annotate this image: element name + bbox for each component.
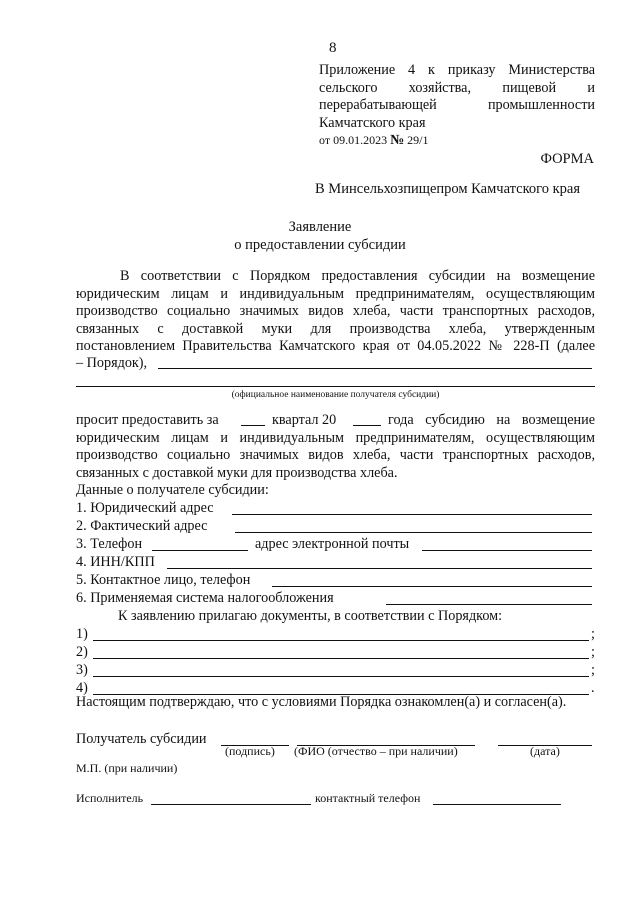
order-date-number: [319, 133, 429, 149]
executor-phone-field[interactable]: [433, 804, 561, 805]
contact-field[interactable]: [272, 586, 592, 587]
attachment-num: 4): [76, 680, 88, 696]
intro-line: юридическим лицам и индивидуальным предпринимателям, осуществляющим: [76, 285, 595, 302]
tax-label: 6. Применяемая система налогообложения: [76, 590, 334, 606]
tax-field[interactable]: [386, 604, 592, 605]
recipient-data-label: Данные о получателе субсидии:: [76, 482, 269, 498]
stamp-label: М.П. (при наличии): [76, 761, 178, 775]
request-line: юридическим лицам и индивидуальным предпринимателям, осуществляющим: [76, 429, 595, 446]
intro-line: производство социально значимых видов хлеба, части транспортных расходов,: [76, 303, 595, 319]
attachment-field[interactable]: [93, 658, 589, 659]
attachment-field[interactable]: [93, 640, 589, 641]
phone-label: 3. Телефон: [76, 536, 143, 552]
intro-line: постановлением Правительства Камчатского края от 04.05.2022 № 228-П (далее: [76, 338, 595, 354]
date-caption: (дата): [530, 744, 560, 758]
addressee: В Минсельхозпищепром Камчатского края: [315, 181, 581, 197]
attachment-num: 1): [76, 626, 88, 642]
intro-tail: – Порядок),: [76, 355, 148, 371]
phone-field[interactable]: [152, 550, 248, 551]
legal-address-label: 1. Юридический адрес: [76, 500, 214, 516]
appendix-line: Приложение 4 к приказу Министерства: [319, 62, 595, 78]
number-sign: №: [390, 133, 405, 148]
attach-label: К заявлению прилагаю документы, в соответствии с Порядком:: [118, 608, 503, 624]
actual-address-label: 2. Фактический адрес: [76, 518, 208, 534]
intro-line: связанных с доставкой муки для производства хлеба, утвержденным: [76, 320, 595, 337]
order-date: от 09.01.2023: [319, 133, 388, 147]
actual-address-field[interactable]: [235, 532, 592, 533]
attachment-field[interactable]: [93, 676, 589, 677]
form-label: ФОРМА: [540, 151, 594, 167]
signature-label: Получатель субсидии: [76, 731, 207, 747]
confirmation: Настоящим подтверждаю, что с условиями Порядка ознакомлен(а) и согласен(а).: [76, 694, 567, 710]
appendix-line: сельского хозяйства, пищевой и: [319, 79, 595, 96]
request-last: связанных с доставкой муки для производства хлеба.: [76, 464, 398, 481]
attachment-end: ;: [591, 644, 595, 660]
request-part3: года субсидию на возмещение: [388, 412, 595, 428]
attachment-num: 3): [76, 662, 88, 678]
recipient-name-field-2[interactable]: [76, 386, 595, 387]
year-field[interactable]: [353, 425, 381, 426]
quarter-field[interactable]: [241, 425, 265, 426]
executor-field[interactable]: [151, 804, 311, 805]
fio-caption: (ФИО (отчество – при наличии): [294, 744, 458, 758]
inn-label: 4. ИНН/КПП: [76, 554, 155, 570]
signature-caption: (подпись): [225, 744, 275, 758]
request-line: производство социально значимых видов хлеба, части транспортных расходов,: [76, 447, 595, 463]
document-title: [0, 218, 640, 254]
executor-label: Исполнитель: [76, 791, 144, 805]
attachment-end: ;: [591, 662, 595, 678]
executor-phone-label: контактный телефон: [315, 791, 421, 805]
attachment-end: ;: [591, 626, 595, 642]
appendix-line: перерабатывающей промышленности: [319, 97, 595, 113]
recipient-name-field[interactable]: [158, 368, 592, 369]
appendix-header: [319, 62, 595, 132]
inn-field[interactable]: [167, 568, 592, 569]
title-line: о предоставлении субсидии: [234, 237, 406, 253]
order-number: 29/1: [407, 133, 429, 147]
attachment-num: 2): [76, 644, 88, 660]
request-part2: квартал 20: [272, 412, 337, 428]
legal-address-field[interactable]: [232, 514, 592, 515]
intro-line: В соответствии с Порядком предоставления субсидии на возмещение: [120, 268, 595, 284]
title-line: Заявление: [288, 219, 352, 235]
contact-label: 5. Контактное лицо, телефон: [76, 572, 251, 588]
attachment-end: .: [591, 680, 595, 696]
appendix-line: Камчатского края: [319, 114, 426, 131]
request-part1: просит предоставить за: [76, 412, 219, 428]
email-field[interactable]: [422, 550, 592, 551]
email-label: адрес электронной почты: [255, 536, 410, 552]
recipient-caption: (официальное наименование получателя субсидии): [231, 390, 440, 400]
page-number: 8: [329, 40, 337, 56]
